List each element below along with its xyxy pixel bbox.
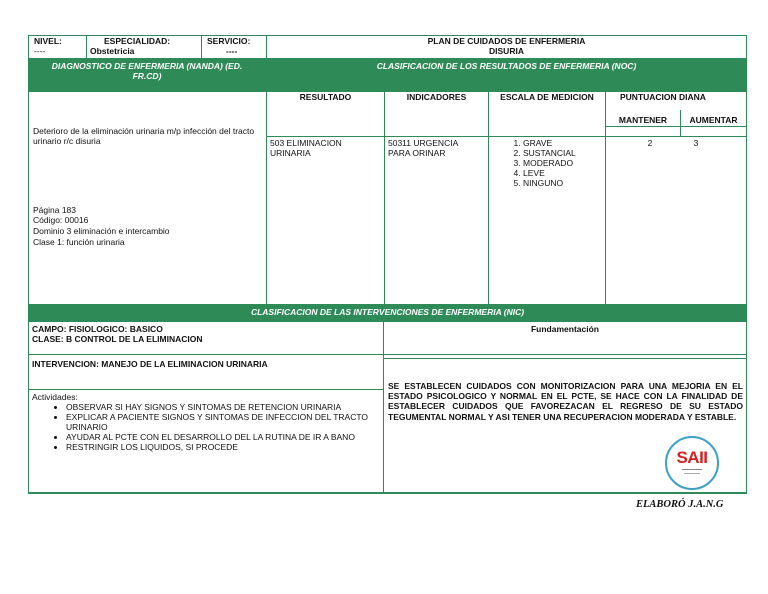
col-puntuacion: PUNTUACION DIANA <box>620 92 706 102</box>
diagnosis-dominio: Dominio 3 eliminación e intercambio <box>33 226 170 236</box>
elaboro-signature: ELABORÓ J.A.N.G <box>636 499 724 510</box>
noc-band-label: CLASIFICACION DE LOS RESULTADOS DE ENFERMERIA (NOC) <box>376 61 637 71</box>
nic-band <box>28 304 747 322</box>
actividades-label: Actividades: <box>32 392 78 402</box>
escala-item: 2. SUSTANCIAL <box>523 148 603 158</box>
fundamentacion-text: SE ESTABLECEN CUIDADOS CON MONITORIZACION PARA UNA MEJORIA EN EL ESTADO PSICOLOGICO Y NORMAL EN EL PCTE, SE HACE CON LA FINALIDAD DE ESTABLECER CUIDADOS QUE FAVOREZACAN EL REGRESO DE SU ESTADO TEGUMENTAL NORMAL Y ASI TENER UNA RECUPERACION MODERADA Y ESTABLE. <box>388 381 743 422</box>
mantener-value: 2 <box>647 138 653 148</box>
grid-line <box>383 358 747 359</box>
col-mantener: MANTENER <box>618 115 668 125</box>
nic-band-label: CLASIFICACION DE LAS INTERVENCIONES DE ENFERMERIA (NIC) <box>250 307 525 317</box>
actividad-item: • AYUDAR AL PCTE CON EL DESARROLLO DEL LA RUTINA DE IR A BANO <box>66 432 378 442</box>
grid-line <box>86 35 87 59</box>
nic-intervencion: INTERVENCION: MANEJO DE LA ELIMINACION URINARIA <box>32 359 268 369</box>
diagnosis-text: Deterioro de la eliminación urinaria m/p infección del tracto urinario r/c disuria <box>33 126 255 146</box>
escala-item: 3. MODERADO <box>523 158 603 168</box>
col-escala: ESCALA DE MEDICION <box>500 92 594 102</box>
grid-line <box>488 92 489 304</box>
col-resultado: RESULTADO <box>299 92 352 102</box>
grid-line <box>28 58 747 59</box>
grid-line <box>28 389 383 390</box>
servicio-label: SERVICIO: <box>207 36 251 46</box>
sail-logo <box>665 436 719 490</box>
plan-subtitle: DISURIA <box>489 46 524 56</box>
grid-line <box>28 35 29 494</box>
actividad-item: • OBSERVAR SI HAY SIGNOS Y SINTOMAS DE RETENCION URINARIA <box>66 402 378 412</box>
logo-underline <box>684 473 700 474</box>
grid-line <box>28 354 747 355</box>
noc-band <box>266 59 747 92</box>
especialidad-label: ESPECIALIDAD: <box>104 36 171 46</box>
actividad-item: • EXPLICAR A PACIENTE SIGNOS Y SINTOMAS DE INFECCION DEL TRACTO URINARIO <box>66 412 378 432</box>
grid-line <box>266 136 747 137</box>
nanda-band-label: DIAGNOSTICO DE ENFERMERIA (NANDA) (ED. FR.CD) <box>51 61 243 81</box>
grid-line <box>266 92 267 304</box>
escala-item: 1. GRAVE <box>523 138 603 148</box>
actividades-list <box>56 402 378 452</box>
nic-campo: CAMPO: FISIOLOGICO: BASICO <box>32 324 163 334</box>
diagnosis-pagina: Página 183 <box>33 205 77 215</box>
especialidad-value: Obstetricia <box>90 46 135 56</box>
sail-logo-text: SAII <box>676 448 708 467</box>
nic-clase: CLASE: B CONTROL DE LA ELIMINACION <box>32 334 203 344</box>
escala-item: 4. LEVE <box>523 168 603 178</box>
noc-resultado: 503 ELIMINACION URINARIA <box>270 138 342 158</box>
plan-title: PLAN DE CUIDADOS DE ENFERMERIA <box>427 36 586 46</box>
diagnosis-codigo: Código: 00016 <box>33 215 89 225</box>
grid-line <box>383 322 384 494</box>
logo-underline <box>682 469 702 470</box>
grid-line <box>605 126 747 127</box>
aumentar-value: 3 <box>693 138 699 148</box>
nivel-label: NIVEL: <box>34 36 62 46</box>
grid-line <box>384 92 385 304</box>
nivel-value: ---- <box>34 46 46 56</box>
actividad-item: • RESTRINGIR LOS LIQUIDOS, SI PROCEDE <box>66 442 378 452</box>
noc-indicador: 50311 URGENCIA PARA ORINAR <box>388 138 458 158</box>
nanda-band <box>28 59 266 92</box>
col-aumentar: AUMENTAR <box>689 115 738 125</box>
col-indicadores: INDICADORES <box>406 92 467 102</box>
grid-line <box>201 35 202 59</box>
servicio-value: ---- <box>226 46 238 56</box>
grid-line <box>28 492 747 494</box>
diagnosis-clase: Clase 1: función urinaria <box>33 237 125 247</box>
escala-item: 5. NINGUNO <box>523 178 603 188</box>
fundamentacion-label: Fundamentación <box>530 324 599 334</box>
escala-list <box>523 138 603 188</box>
grid-line <box>746 35 747 494</box>
